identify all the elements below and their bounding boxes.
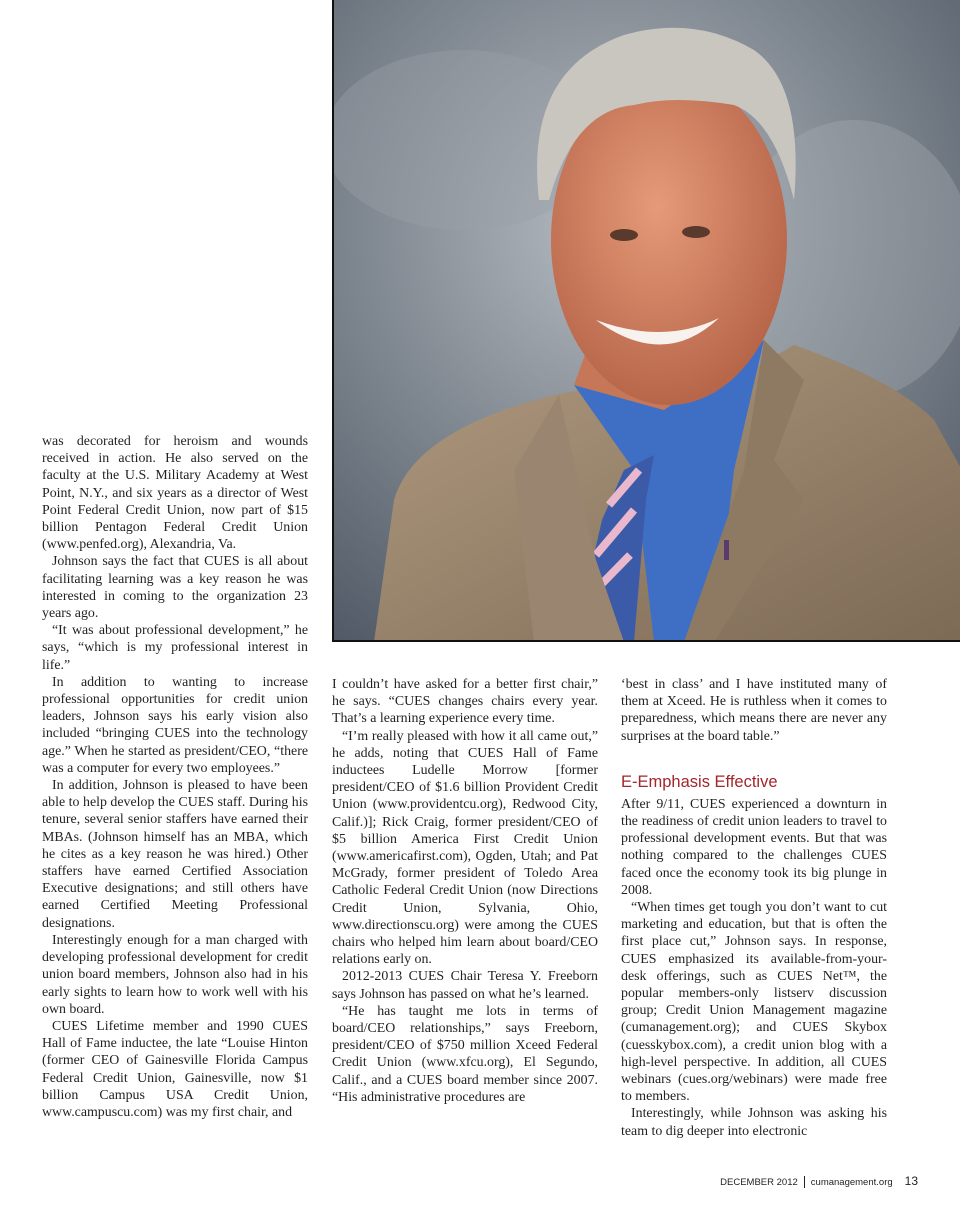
paragraph: “It was about professional development,” he says, “which is my professional interest in life.” bbox=[42, 623, 308, 673]
paragraph: After 9/11, CUES experienced a downturn in the readiness of credit union leaders to travel to professional development events. But that was nothing compared to the challenges CUES faced once the economy took its big plunge in 2008. bbox=[621, 796, 887, 898]
paragraph: Interestingly, while Johnson was asking his team to dig deeper into electronic bbox=[621, 1106, 887, 1139]
column-3 bbox=[621, 676, 887, 1140]
issue-date: DECEMBER 2012 bbox=[720, 1177, 798, 1188]
paragraph: I couldn’t have asked for a better first chair,” he says. “CUES changes chairs every year. That’s a learning experience every time. bbox=[332, 677, 598, 727]
paragraph: “I’m really pleased with how it all came out,” he adds, noting that CUES Hall of Fame inductees Ludelle Morrow [former president/CEO of $1.6 billion Provident Credit Union (www.providentcu.org), Redwood City, Calif.)]; Rick Craig, former president/CEO of $5 billion America First Credit Union (www.americafirst.com), Ogden, Utah; and Pat McGrady, former president of Toledo Area Catholic Federal Credit Union (now Directions Credit Union, Sylvania, Ohio, www.directionscu.org) were among the CUES chairs who helped him learn about board/CEO relations early on. bbox=[332, 728, 598, 968]
paragraph: 2012-2013 CUES Chair Teresa Y. Freeborn says Johnson has passed on what he’s learned. bbox=[332, 969, 598, 1002]
paragraph: Johnson says the fact that CUES is all about facilitating learning was a key reason he was interested in coming to the organization 23 years ago. bbox=[42, 554, 308, 622]
paragraph: ‘best in class’ and I have instituted many of them at Xceed. He is ruthless when it comes to preparedness, which means there are never any surprises at the board table.” bbox=[621, 677, 887, 744]
site-link[interactable]: cumanagement.org bbox=[810, 1177, 893, 1188]
paragraph: “When times get tough you don’t want to cut marketing and education, but that is often the first place cut,” Johnson says. In response, CUES emphasized its available-from-your-desk offerings, such as CUES Net™, the popular members-only listserv discussion group; Credit Union Management magazine (cumanagement.org); and CUES Skybox (cuesskybox.com), a credit union blog with a high-level perspective. In addition, all CUES webinars (cues.org/webinars) were made free to members. bbox=[621, 900, 887, 1105]
paragraph: was decorated for heroism and wounds received in action. He also served on the faculty at the U.S. Military Academy at West Point, N.Y., and six years as a director of West Point Federal Credit Union, now part of $15 billion Pentagon Federal Credit Union (www.penfed.org), Alexandria, Va. bbox=[42, 434, 308, 553]
page-number: 13 bbox=[904, 1174, 918, 1188]
section-heading: E-Emphasis Effective bbox=[621, 772, 778, 791]
paragraph: In addition, Johnson is pleased to have been able to help develop the CUES staff. During his tenure, several senior staffers have earned their MBAs. (Johnson himself has an MBA, which he cites as a key reason he was hired.) Other staffers have earned Certified Association Executive designations; and still others have earned Certified Meeting Professional designations. bbox=[42, 778, 308, 931]
page-footer bbox=[720, 1174, 918, 1188]
paragraph: Interestingly enough for a man charged with developing professional development for credit union board members, Johnson also had in his early sights to learn how to work well with his own board. bbox=[42, 932, 308, 1017]
divider bbox=[804, 1176, 805, 1188]
column-2 bbox=[332, 676, 598, 1106]
paragraph: In addition to wanting to increase professional opportunities for credit union leaders, Johnson says his early vision also included “bringing CUES into the technology age.” When he started as president/CEO, “there was a computer for every two employees.” bbox=[42, 674, 308, 776]
portrait-photo bbox=[332, 0, 960, 642]
portrait-illustration bbox=[334, 0, 960, 642]
paragraph: CUES Lifetime member and 1990 CUES Hall of Fame inductee, the late “Louise Hinton (former CEO of Gainesville Florida Campus Federal Credit Union, Gainesville, now $1 billion Campus USA Credit Union, www.campuscu.com) was my first chair, and bbox=[42, 1018, 308, 1120]
paragraph: “He has taught me lots in terms of board/CEO relationships,” says Freeborn, president/CEO of $750 million Xceed Federal Credit Union (www.xfcu.org), El Segundo, Calif., and a CUES board member since 2007. “His administrative procedures are bbox=[332, 1003, 598, 1105]
column-1 bbox=[42, 433, 308, 1121]
